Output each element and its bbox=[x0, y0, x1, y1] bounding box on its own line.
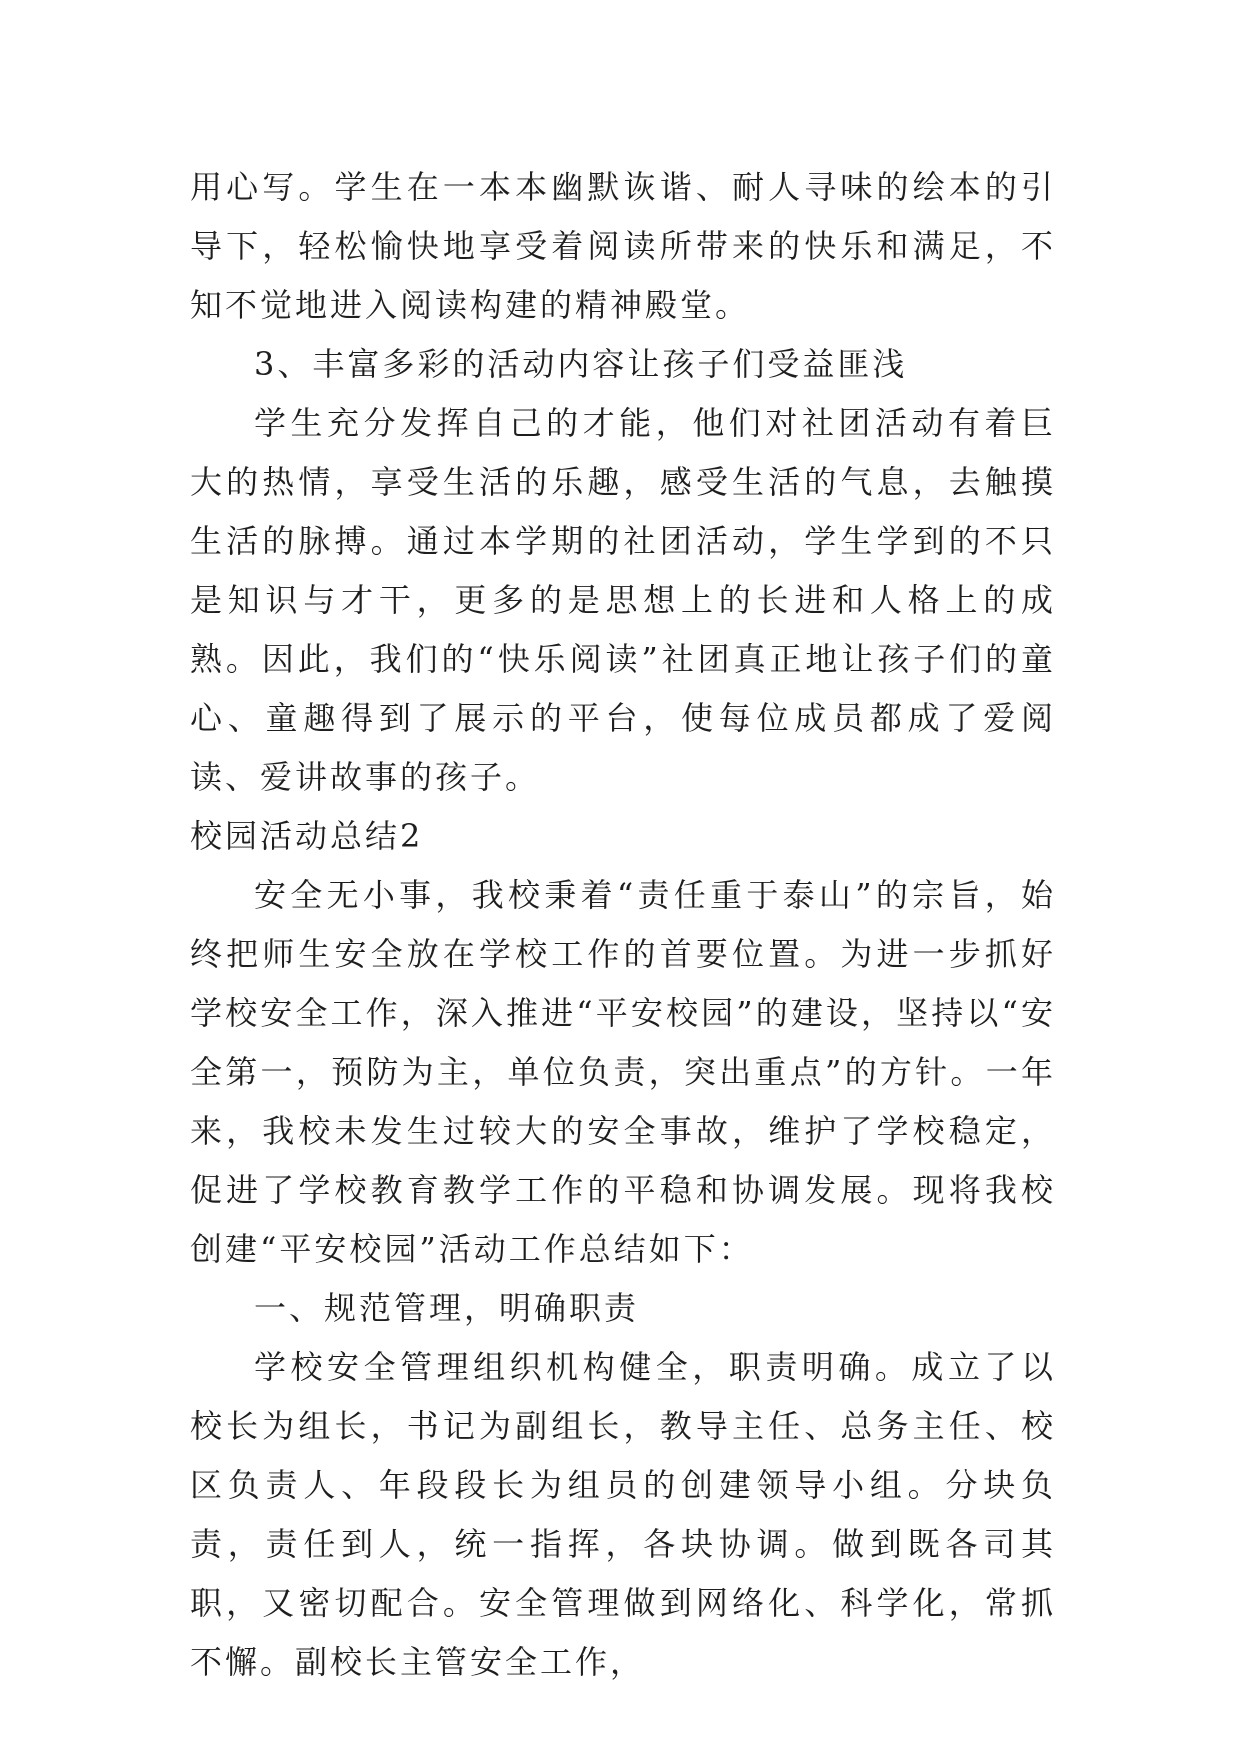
section-title: 校园活动总结2 bbox=[190, 817, 424, 855]
document-body bbox=[190, 158, 1056, 1692]
paragraph-club-results: 学生充分发挥自己的才能，他们对社团活动有着巨大的热情，享受生活的乐趣，感受生活的气息，去触摸生活的脉搏。通过本学期的社团活动，学生学到的不只是知识与才干，更多的是思想上的长进和人格上的成熟。因此，我们的“快乐阅读”社团真正地让孩子们的童心、童趣得到了展示的平台，使每位成员都成了爱阅读、爱讲故事的孩子。 bbox=[190, 404, 1056, 796]
paragraph-safety-organization: 学校安全管理组织机构健全，职责明确。成立了以校长为组长，书记为副组长，教导主任、总务主任、校区负责人、年段段长为组员的创建领导小组。分块负责，责任到人，统一指挥，各块协调。做到既各司其职，又密切配合。安全管理做到网络化、科学化，常抓不懈。副校长主管安全工作， bbox=[190, 1348, 1056, 1681]
paragraph-safety-intro: 安全无小事，我校秉着“责任重于泰山”的宗旨，始终把师生安全放在学校工作的首要位置。为进一步抓好学校安全工作，深入推进“平安校园”的建设，坚持以“安全第一，预防为主，单位负责，突出重点”的方针。一年来，我校未发生过较大的安全事故，维护了学校稳定，促进了学校教育教学工作的平稳和协调发展。现将我校创建“平安校园”活动工作总结如下： bbox=[190, 876, 1056, 1268]
subheading-activities-benefit: 3、丰富多彩的活动内容让孩子们受益匪浅 bbox=[254, 345, 908, 383]
subheading-management: 一、规范管理，明确职责 bbox=[254, 1289, 640, 1327]
paragraph-continued: 用心写。学生在一本本幽默诙谐、耐人寻味的绘本的引导下，轻松愉快地享受着阅读所带来的快乐和满足，不知不觉地进入阅读构建的精神殿堂。 bbox=[190, 168, 1056, 324]
